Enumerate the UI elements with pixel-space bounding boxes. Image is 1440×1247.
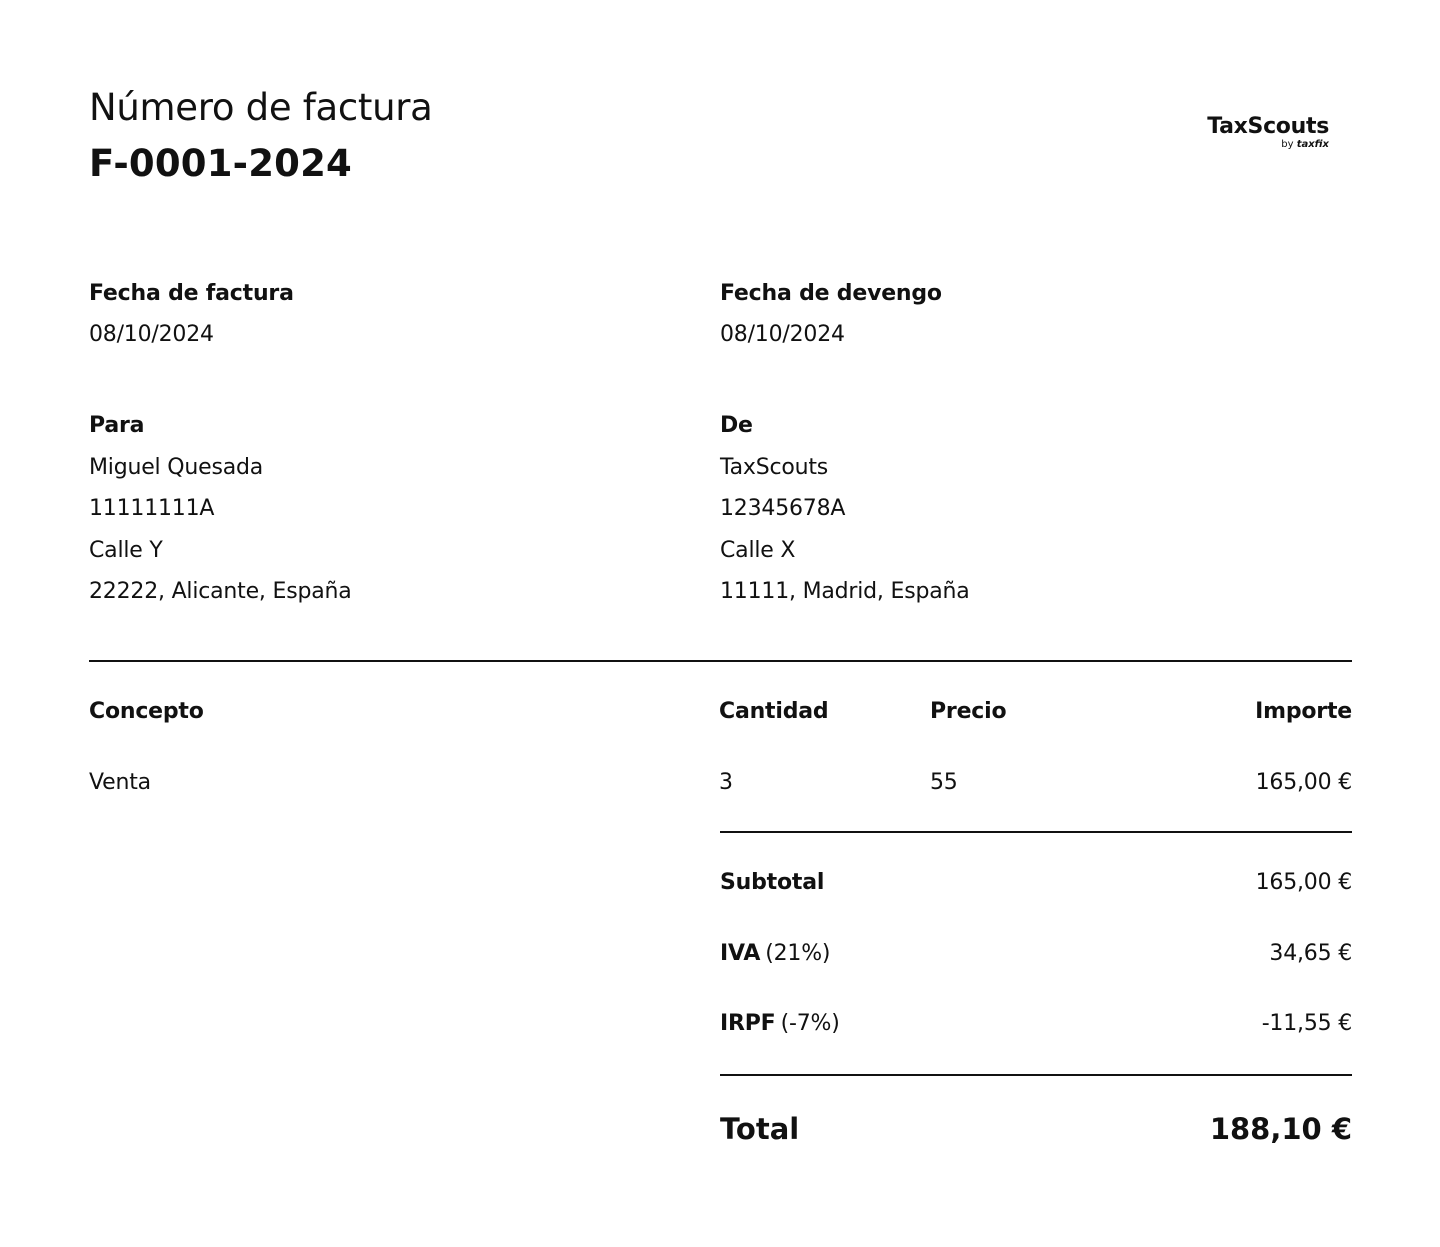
- col-quantity-header: Cantidad: [719, 699, 829, 724]
- subtotal-label: Subtotal: [720, 870, 825, 895]
- to-label: Para: [89, 413, 145, 438]
- logo-wordmark: TaxScouts: [1207, 114, 1329, 139]
- subtotal-value: 165,00 €: [1255, 870, 1352, 895]
- totals-divider: [720, 1074, 1352, 1076]
- from-street: Calle X: [720, 538, 796, 563]
- from-name: TaxScouts: [720, 455, 829, 480]
- iva-label: IVA: [720, 941, 761, 966]
- invoice-date-label: Fecha de factura: [89, 281, 294, 306]
- accrual-date-label: Fecha de devengo: [720, 281, 942, 306]
- irpf-value: -11,55 €: [1261, 1011, 1352, 1036]
- row-concept: Venta: [89, 770, 151, 795]
- irpf-label: IRPF: [720, 1011, 776, 1036]
- col-price-header: Precio: [930, 699, 1007, 724]
- to-city: 22222, Alicante, España: [89, 579, 352, 604]
- to-name: Miguel Quesada: [89, 455, 264, 480]
- row-price: 55: [930, 770, 958, 795]
- irpf-label-group: [720, 1011, 840, 1036]
- from-tax-id: 12345678A: [720, 496, 846, 521]
- total-label: Total: [720, 1112, 800, 1146]
- section-divider: [89, 660, 1352, 662]
- to-tax-id: 11111111A: [89, 496, 215, 521]
- row-amount: 165,00 €: [1255, 770, 1352, 795]
- invoice-date: 08/10/2024: [89, 322, 214, 347]
- iva-value: 34,65 €: [1269, 941, 1352, 966]
- invoice-number-label: Número de factura: [89, 86, 433, 129]
- iva-rate: (21%): [765, 941, 831, 966]
- logo-by-text: by: [1281, 139, 1294, 150]
- row-quantity: 3: [719, 770, 733, 795]
- iva-label-group: [720, 941, 830, 966]
- invoice-number: F-0001-2024: [89, 142, 353, 185]
- items-divider: [720, 831, 1352, 833]
- taxscouts-logo: [1207, 114, 1329, 151]
- from-city: 11111, Madrid, España: [720, 579, 970, 604]
- from-label: De: [720, 413, 753, 438]
- logo-byline: [1207, 139, 1329, 151]
- total-value: 188,10 €: [1209, 1112, 1352, 1146]
- col-amount-header: Importe: [1255, 699, 1352, 724]
- logo-brand-text: taxfix: [1296, 139, 1329, 150]
- col-concept-header: Concepto: [89, 699, 204, 724]
- to-street: Calle Y: [89, 538, 163, 563]
- irpf-rate: (-7%): [780, 1011, 840, 1036]
- accrual-date: 08/10/2024: [720, 322, 845, 347]
